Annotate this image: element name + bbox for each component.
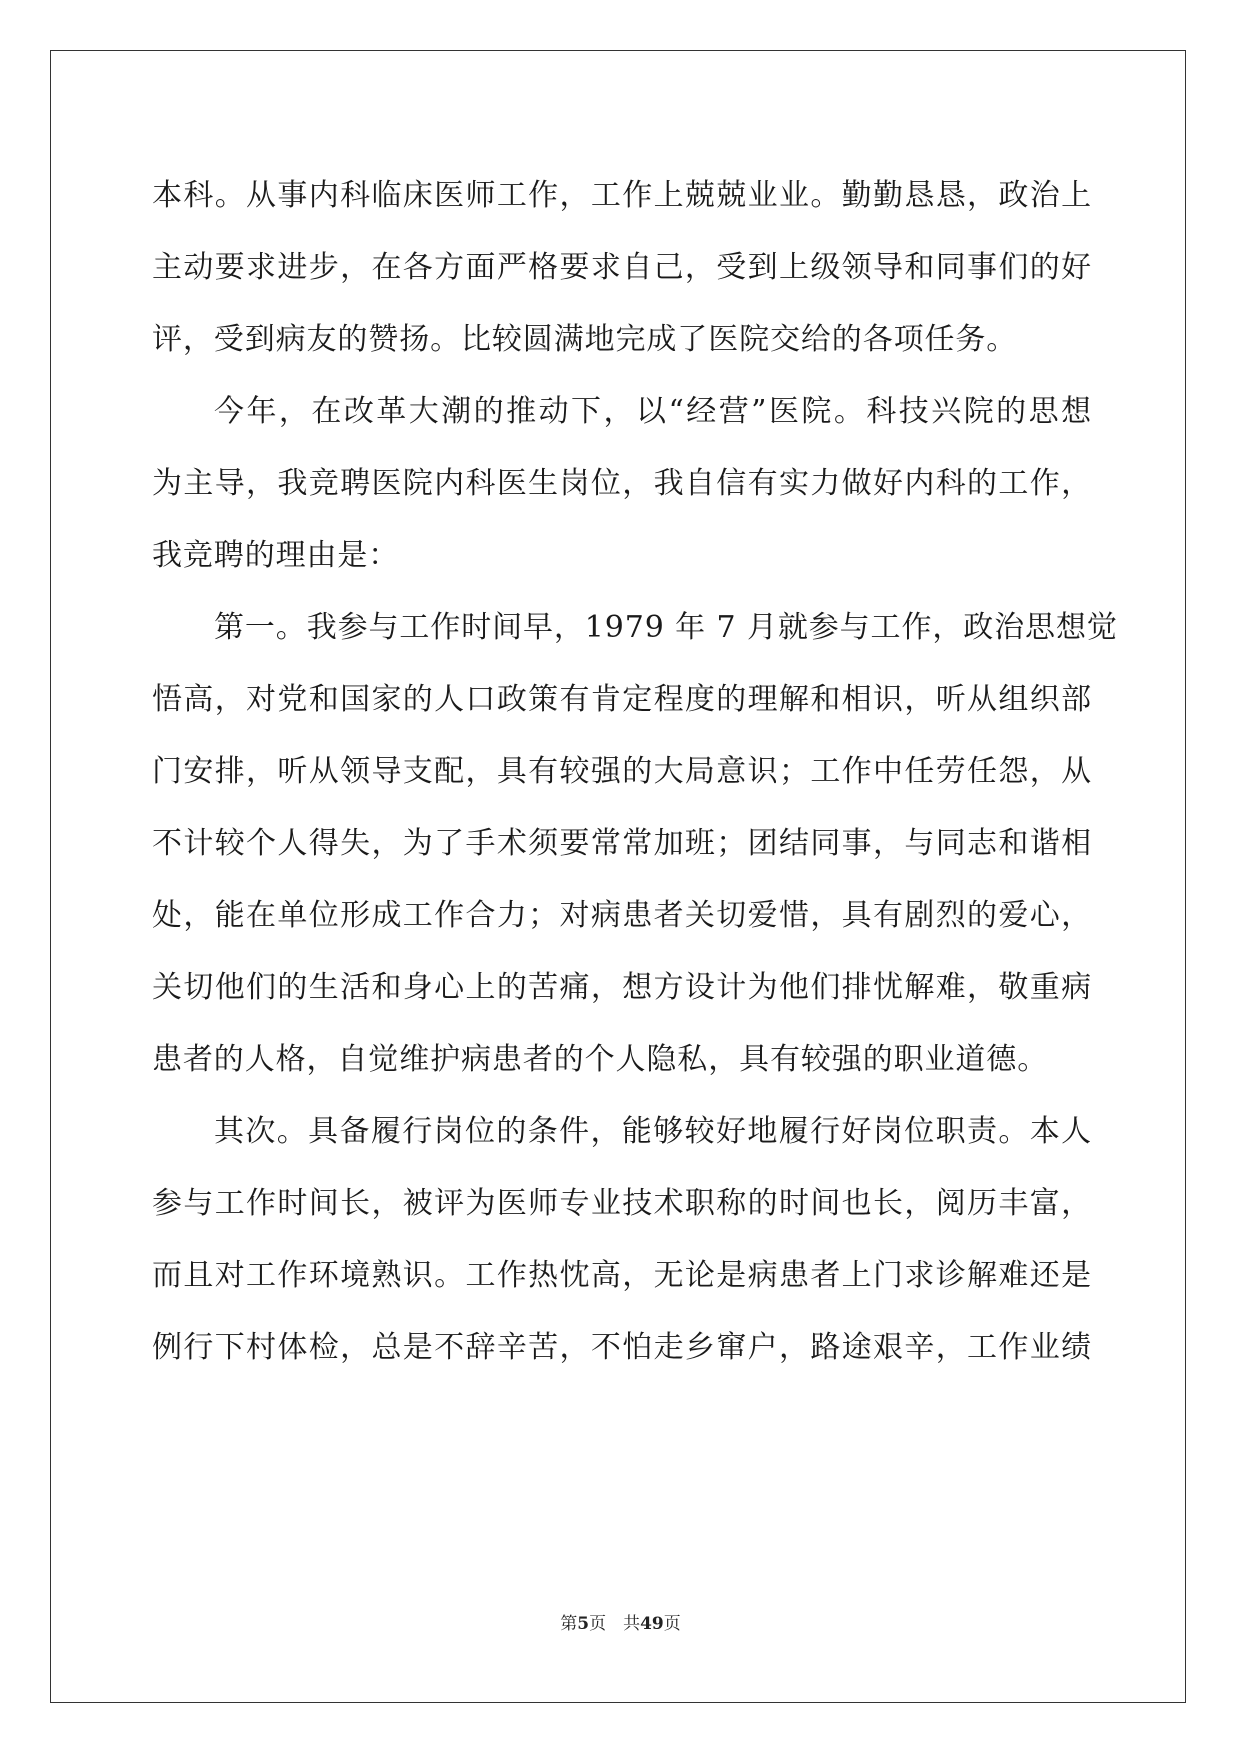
text-line: 例行下村体检，总是不辞辛苦，不怕走乡窜户，路途艰辛，工作业绩: [152, 1330, 1092, 1365]
footer-page-suffix: 页: [663, 1614, 681, 1634]
text-line: 我竞聘的理由是：: [152, 538, 400, 573]
text-line: 评，受到病友的赞扬。比较圆满地完成了医院交给的各项任务。: [152, 322, 1018, 357]
text-line: 处，能在单位形成工作合力；对病患者关切爱惜，具有剧烈的爱心，: [152, 898, 1092, 933]
page-footer: [0, 1612, 1241, 1636]
text-line: 关切他们的生活和身心上的苦痛，想方设计为他们排忧解难，敬重病: [152, 970, 1092, 1005]
footer-page-mid: 页 共: [589, 1614, 641, 1634]
text-line: 本科。从事内科临床医师工作，工作上兢兢业业。勤勤恳恳，政治上: [152, 178, 1092, 213]
paragraph-1: [152, 160, 1092, 376]
text-line: 不计较个人得失，为了手术须要常常加班；团结同事，与同志和谐相: [152, 826, 1092, 861]
paragraph-2: [152, 376, 1092, 592]
text-line: 悟高，对党和国家的人口政策有肯定程度的理解和相识，听从组织部: [152, 682, 1092, 717]
text-line: 第一。我参与工作时间早，1979 年 7 月就参与工作，政治思想觉: [214, 610, 1118, 645]
footer-page-current: 5: [577, 1614, 590, 1634]
text-line: 今年，在改革大潮的推动下，以“经营”医院。科技兴院的思想: [214, 394, 1092, 429]
footer-page-total: 49: [640, 1614, 664, 1634]
text-line: 患者的人格，自觉维护病患者的个人隐私，具有较强的职业道德。: [152, 1042, 1049, 1077]
text-line: 其次。具备履行岗位的条件，能够较好地履行好岗位职责。本人: [214, 1114, 1092, 1149]
text-line: 门安排，听从领导支配，具有较强的大局意识；工作中任劳任怨，从: [152, 754, 1092, 789]
text-line: 主动要求进步，在各方面严格要求自己，受到上级领导和同事们的好: [152, 250, 1092, 285]
document-body: [152, 160, 1118, 1384]
footer-page-prefix: 第: [560, 1614, 578, 1634]
text-line: 参与工作时间长，被评为医师专业技术职称的时间也长，阅历丰富，: [152, 1186, 1092, 1221]
text-line: 而且对工作环境熟识。工作热忱高，无论是病患者上门求诊解难还是: [152, 1258, 1092, 1293]
paragraph-3: [152, 592, 1118, 1096]
paragraph-4: [152, 1096, 1092, 1384]
text-line: 为主导，我竞聘医院内科医生岗位，我自信有实力做好内科的工作，: [152, 466, 1092, 501]
